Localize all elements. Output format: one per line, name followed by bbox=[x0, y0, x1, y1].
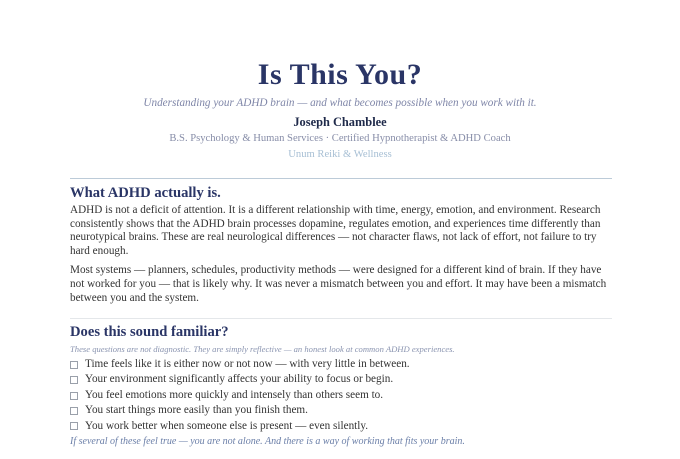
author-name: Joseph Chamblee bbox=[293, 115, 387, 129]
checklist-item-text: You work better when someone else is present — even silently. bbox=[85, 419, 369, 432]
empty-checkbox-icon[interactable] bbox=[70, 361, 78, 369]
author-credentials: B.S. Psychology & Human Services · Certified Hypnotherapist & ADHD Coach bbox=[169, 133, 511, 144]
section-paragraph: Most systems — planners, schedules, productivity methods — were designed for a different kind of brain. If they have not worked for you — that is likely why. It was never a mismatch between you and effort. It may have been a mismatch between you and the system. bbox=[70, 264, 607, 304]
empty-checkbox-icon[interactable] bbox=[70, 422, 78, 430]
checklist-item-text: Your environment significantly affects your ability to focus or begin. bbox=[85, 373, 394, 386]
section-paragraph: ADHD is not a deficit of attention. It is a different relationship with time, energy, emotion, and environment. Research consistently shows that the ADHD brain processes dopamine, regulates emotion, and experiences time differently than neurotypical brains. These are real neurological differences — not character flaws, not lack of effort, not failure to try hard enough. bbox=[70, 204, 601, 257]
page-subtitle: Understanding your ADHD brain — and what becomes possible when you work with it. bbox=[143, 97, 537, 109]
checklist-item[interactable] bbox=[70, 388, 615, 403]
disclaimer-note: These questions are not diagnostic. They are simply reflective — an honest look at common ADHD experiences. bbox=[70, 344, 455, 354]
empty-checkbox-icon[interactable] bbox=[70, 392, 78, 400]
section-what-adhd-is bbox=[70, 184, 615, 305]
checklist-item[interactable] bbox=[70, 419, 615, 434]
organization-name: Unum Reiki & Wellness bbox=[288, 149, 392, 160]
section-heading: What ADHD actually is. bbox=[70, 185, 221, 201]
checklist-item[interactable] bbox=[70, 372, 615, 387]
checklist-item-text: Time feels like it is either now or not now — with very little in between. bbox=[85, 358, 410, 370]
section-divider bbox=[70, 318, 612, 319]
section-sound-familiar bbox=[70, 323, 615, 449]
section-heading: Does this sound familiar? bbox=[70, 324, 229, 340]
empty-checkbox-icon[interactable] bbox=[70, 376, 78, 384]
empty-checkbox-icon[interactable] bbox=[70, 407, 78, 415]
checklist bbox=[70, 357, 615, 434]
header-divider bbox=[70, 178, 612, 179]
checklist-item[interactable] bbox=[70, 403, 615, 418]
document-header bbox=[0, 56, 680, 162]
page-title: Is This You? bbox=[257, 58, 423, 91]
closing-note: If several of these feel true — you are not alone. And there is a way of working that fits your brain. bbox=[70, 436, 465, 448]
checklist-item-text: You start things more easily than you finish them. bbox=[85, 404, 308, 417]
checklist-item-text: You feel emotions more quickly and intensely than others seem to. bbox=[85, 388, 384, 401]
checklist-item[interactable] bbox=[70, 357, 615, 372]
